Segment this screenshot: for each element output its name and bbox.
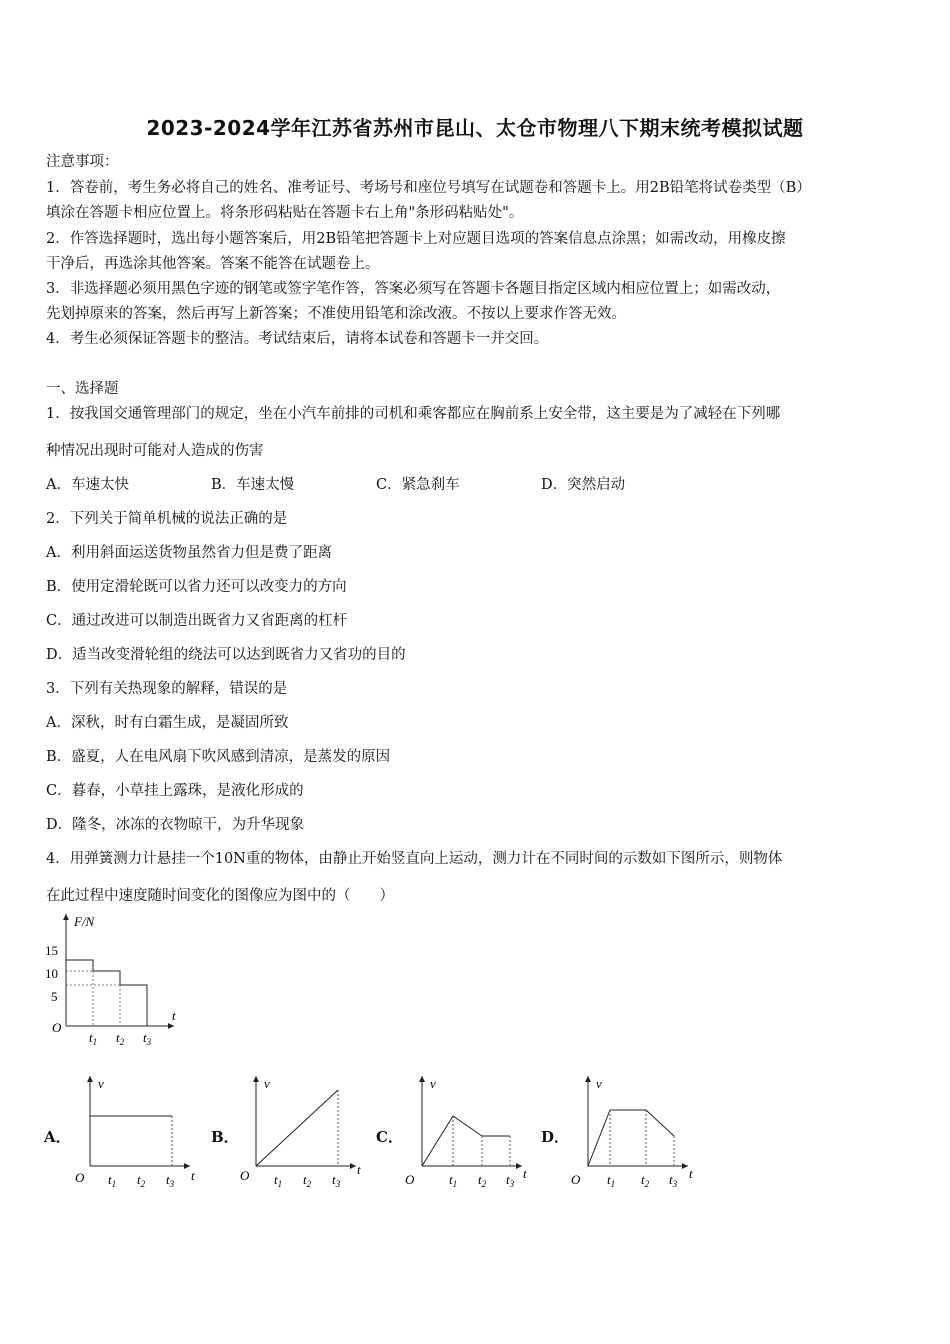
graph-d-label: D． <box>541 1128 570 1146</box>
x-tick-t2: $t_2$ <box>116 1030 125 1047</box>
x-axis-label: t <box>357 1162 361 1177</box>
notice-heading: 注意事项： <box>46 154 119 170</box>
y-axis-label: v <box>596 1076 602 1091</box>
x-tick-t3: $t_3$ <box>143 1030 152 1047</box>
question-3-stem: 3．下列有关热现象的解释，错误的是 <box>46 681 288 697</box>
x-tick-t1: $t_1$ <box>274 1172 283 1189</box>
question-2-option-d: D．适当改变滑轮组的绕法可以达到既省力又省功的目的 <box>46 647 406 663</box>
force-step-line <box>66 960 147 1026</box>
question-3-option-d: D．隆冬，冰冻的衣物晾干，为升华现象 <box>46 817 305 833</box>
x-axis-label: t <box>689 1166 693 1181</box>
question-1-option-c: C．紧急刹车 <box>376 477 460 493</box>
question-1-option-d: D．突然启动 <box>541 477 626 493</box>
question-3-option-a: A．深秋，时有白霜生成，是凝固所致 <box>46 715 289 731</box>
origin-label: O <box>240 1168 250 1183</box>
origin-label: O <box>405 1172 415 1187</box>
velocity-graph-d <box>568 1070 708 1195</box>
graph-a-label: A． <box>44 1128 71 1146</box>
x-tick-t3: $t_3$ <box>669 1172 678 1189</box>
question-2-option-c: C．通过改进可以制造出既省力又省距离的杠杆 <box>46 613 348 629</box>
force-time-graph <box>40 908 200 1048</box>
x-tick-t1: $t_1$ <box>89 1030 98 1047</box>
page-title: 2023-2024学年江苏省苏州市昆山、太仓市物理八下期末统考模拟试题 <box>146 116 804 140</box>
y-axis-label: F/N <box>74 914 95 929</box>
y-axis-label: v <box>430 1076 436 1091</box>
notice-line: 先划掉原来的答案，然后再写上新答案；不准使用铅笔和涂改液。不按以上要求作答无效。 <box>46 306 626 322</box>
question-1-stem: 1．按我国交通管理部门的规定，坐在小汽车前排的司机和乘客都应在胸前系上安全带，这主要是为了减轻在下列哪 <box>46 406 781 422</box>
x-tick-t1: $t_1$ <box>607 1172 616 1189</box>
origin-label: O <box>571 1172 581 1187</box>
question-3-option-b: B．盛夏，人在电风扇下吹风感到清凉，是蒸发的原因 <box>46 749 391 765</box>
notice-line: 4．考生必须保证答题卡的整洁。考试结束后，请将本试卷和答题卡一并交回。 <box>46 331 549 347</box>
question-2-option-b: B．使用定滑轮既可以省力还可以改变力的方向 <box>46 579 347 595</box>
x-tick-t3: $t_3$ <box>332 1172 341 1189</box>
x-tick-t2: $t_2$ <box>478 1172 487 1189</box>
question-1-option-a: A．车速太快 <box>46 477 129 493</box>
velocity-graph-a <box>70 1070 210 1195</box>
x-axis-label: t <box>523 1166 527 1181</box>
x-tick-t3: $t_3$ <box>166 1172 175 1189</box>
y-tick-10: 10 <box>45 966 58 981</box>
y-tick-5: 5 <box>51 989 58 1004</box>
x-axis-label: t <box>172 1008 176 1023</box>
question-4-stem: 4．用弹簧测力计悬挂一个10N重的物体，由静止开始竖直向上运动，测力计在不同时间的示数如下图所示，则物体 <box>46 851 783 867</box>
notice-line: 2．作答选择题时，选出每小题答案后，用2B铅笔把答题卡上对应题目选项的答案信息点涂黑；如需改动，用橡皮擦 <box>46 231 786 247</box>
y-axis-label: v <box>264 1076 270 1091</box>
question-3-option-c: C．暮春，小草挂上露珠，是液化形成的 <box>46 783 304 799</box>
velocity-line <box>256 1090 338 1166</box>
graph-c-label: C． <box>376 1128 403 1146</box>
origin-label: O <box>75 1170 85 1185</box>
x-tick-t1: $t_1$ <box>449 1172 458 1189</box>
y-axis-label: v <box>98 1076 104 1091</box>
notice-line: 3．非选择题必须用黑色字迹的钢笔或签字笔作答，答案必须写在答题卡各题目指定区域内相应位置上；如需改动， <box>46 281 781 297</box>
x-tick-t3: $t_3$ <box>506 1172 515 1189</box>
x-axis-label: t <box>191 1168 195 1183</box>
velocity-graph-b <box>236 1070 376 1195</box>
x-tick-t2: $t_2$ <box>303 1172 312 1189</box>
section-heading: 一、选择题 <box>46 381 119 397</box>
graph-b-label: B． <box>211 1128 239 1146</box>
question-1-stem-cont: 种情况出现时可能对人造成的伤害 <box>46 443 264 459</box>
notice-line: 1．答卷前，考生务必将自己的姓名、准考证号、考场号和座位号填写在试题卷和答题卡上。用2B铅笔将试卷类型（B） <box>46 180 811 196</box>
velocity-line <box>422 1116 510 1166</box>
question-1-option-b: B．车速太慢 <box>211 477 295 493</box>
x-tick-t2: $t_2$ <box>137 1172 146 1189</box>
origin-label: O <box>52 1020 62 1035</box>
velocity-graph-c <box>402 1070 542 1195</box>
notice-line: 填涂在答题卡相应位置上。将条形码粘贴在答题卡右上角"条形码粘贴处"。 <box>46 205 524 221</box>
notice-line: 干净后，再选涂其他答案。答案不能答在试题卷上。 <box>46 256 380 272</box>
question-4-stem-cont: 在此过程中速度随时间变化的图像应为图中的（ ） <box>46 888 394 904</box>
question-2-stem: 2．下列关于简单机械的说法正确的是 <box>46 511 288 527</box>
x-tick-t1: $t_1$ <box>108 1172 117 1189</box>
y-tick-15: 15 <box>45 943 58 958</box>
velocity-line <box>588 1110 674 1166</box>
question-2-option-a: A．利用斜面运送货物虽然省力但是费了距离 <box>46 545 332 561</box>
x-tick-t2: $t_2$ <box>641 1172 650 1189</box>
